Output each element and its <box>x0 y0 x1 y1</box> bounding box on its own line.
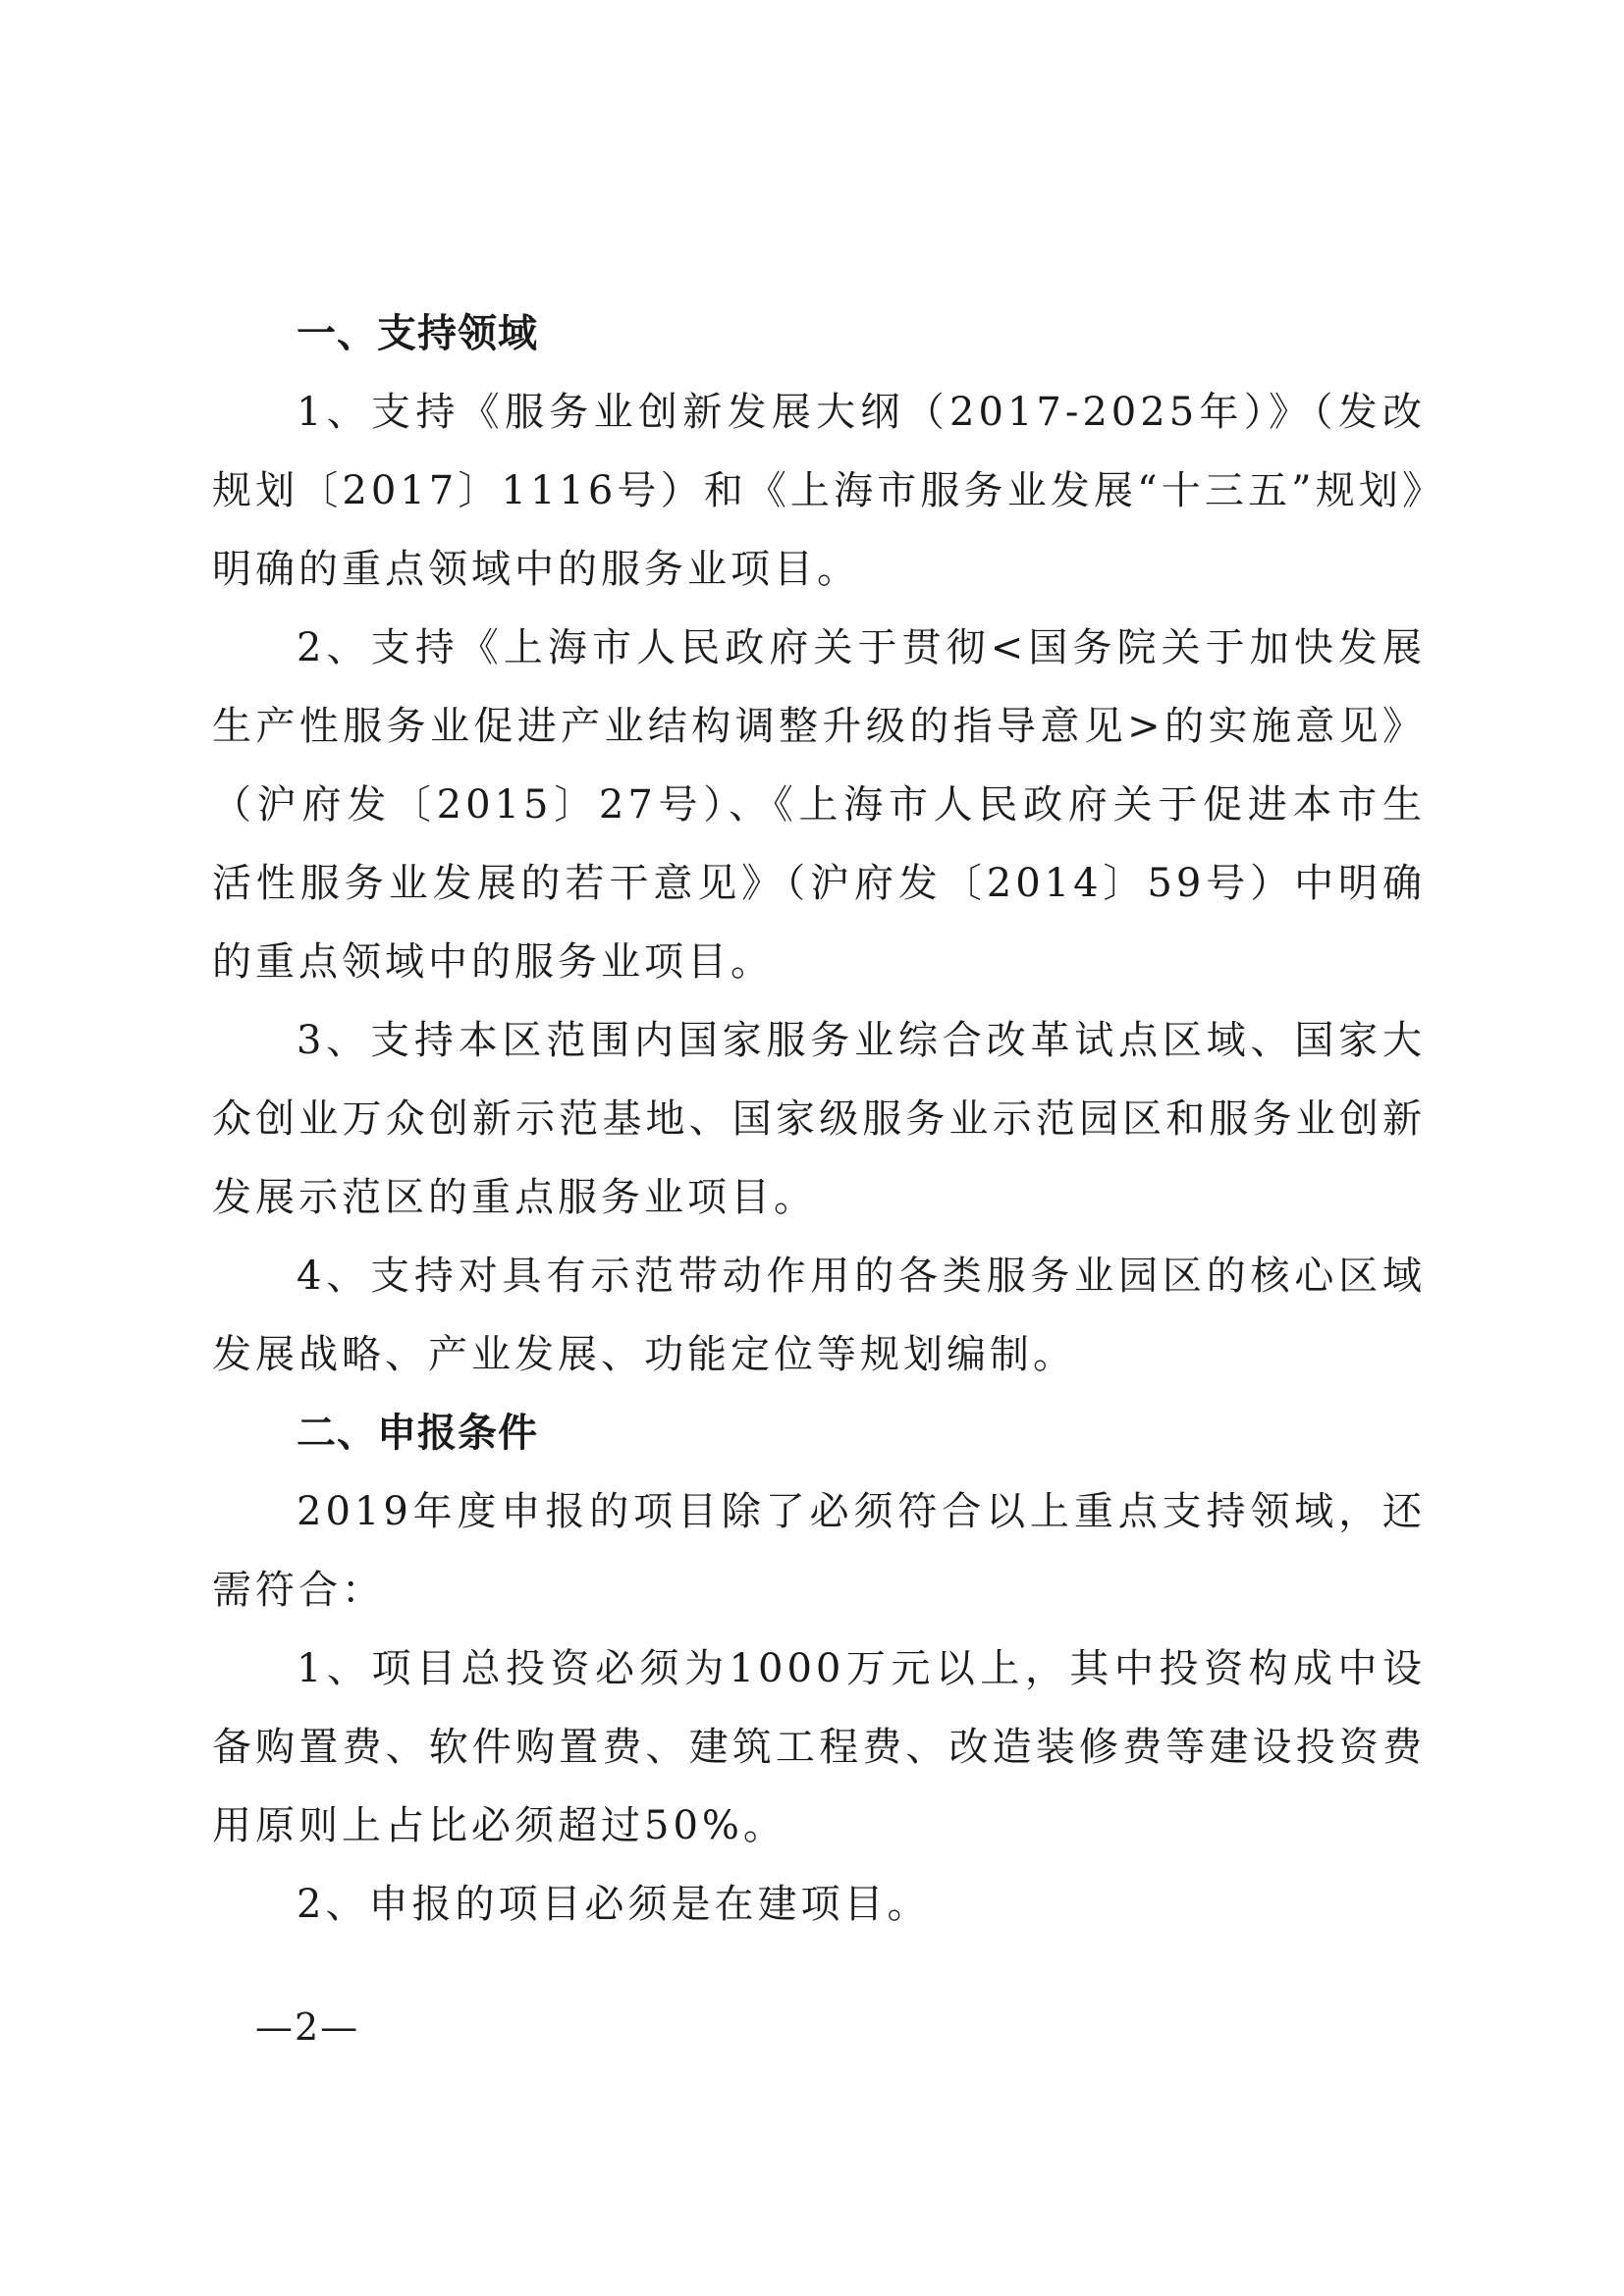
section-heading-conditions: 二、申报条件 <box>297 1411 538 1456</box>
paragraph-support-1: 1、支持《服务业创新发展大纲（2017-2025年）》（发改规划〔2017〕1116号）和《上海市服务业发展“十三五”规划》明确的重点领域中的服务业项目。 <box>212 390 1426 592</box>
paragraph-support-4: 4、支持对具有示范带动作用的各类服务业园区的核心区域发展战略、产业发展、功能定位等规划编制。 <box>212 1254 1426 1377</box>
section-heading-support-areas: 一、支持领域 <box>297 311 538 356</box>
paragraph-support-2: 2、支持《上海市人民政府关于贯彻<国务院关于加快发展生产性服务业促进产业结构调整升级的指导意见>的实施意见》（沪府发〔2015〕27号）、《上海市人民政府关于促进本市生活性服务业发展的若干意见》（沪府发〔2014〕59号）中明确的重点领域中的服务业项目。 <box>212 625 1426 985</box>
document-body <box>212 294 1426 1944</box>
paragraph-support-3: 3、支持本区范围内国家服务业综合改革试点区域、国家大众创业万众创新示范基地、国家级服务业示范园区和服务业创新发展示范区的重点服务业项目。 <box>212 1018 1426 1220</box>
page-number: —2— <box>255 2005 360 2049</box>
paragraph-conditions-1: 1、项目总投资必须为1000万元以上，其中投资构成中设备购置费、软件购置费、建筑工程费、改造装修费等建设投资费用原则上占比必须超过50%。 <box>212 1646 1426 1848</box>
paragraph-conditions-2: 2、申报的项目必须是在建项目。 <box>297 1882 931 1927</box>
paragraph-conditions-intro: 2019年度申报的项目除了必须符合以上重点支持领域，还需符合： <box>212 1489 1426 1613</box>
